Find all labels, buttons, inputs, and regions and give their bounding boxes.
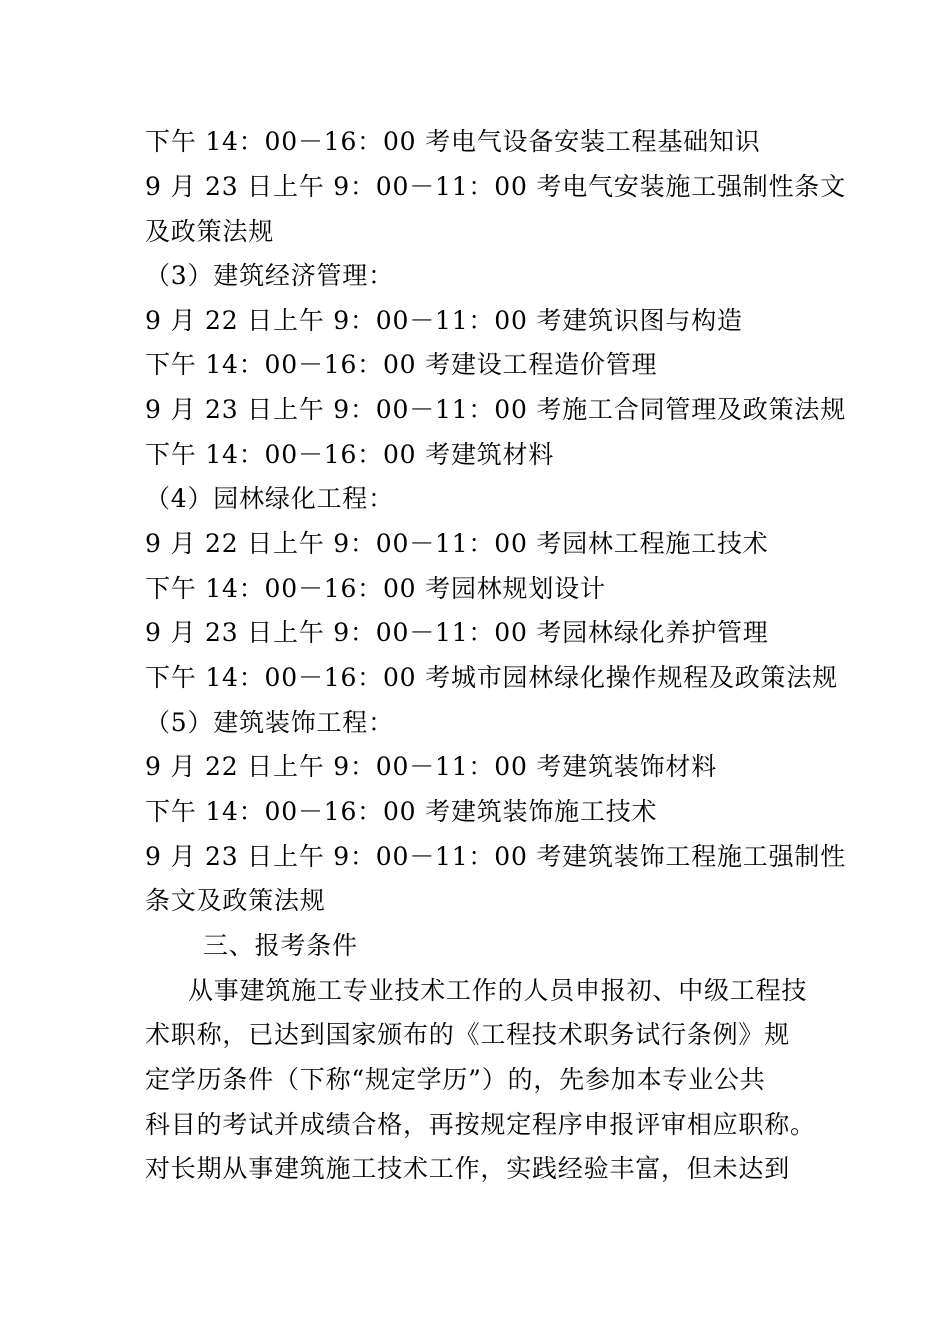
- schedule-line: 9 月 23 日上午 9：00－11：00 考电气安装施工强制性条文: [145, 172, 846, 201]
- paragraph-line: 科目的考试并成绩合格，再按规定程序申报评审相应职称。: [145, 1110, 816, 1139]
- schedule-line: 9 月 23 日上午 9：00－11：00 考建筑装饰工程施工强制性: [145, 842, 846, 871]
- schedule-line: 9 月 23 日上午 9：00－11：00 考施工合同管理及政策法规: [145, 395, 846, 424]
- schedule-line: 条文及政策法规: [145, 886, 326, 915]
- schedule-line: 9 月 22 日上午 9：00－11：00 考建筑识图与构造: [145, 306, 743, 335]
- schedule-line: 下午 14：00－16：00 考电气设备安装工程基础知识: [145, 127, 761, 156]
- schedule-line: 下午 14：00－16：00 考建设工程造价管理: [145, 350, 658, 379]
- schedule-line: 下午 14：00－16：00 考建筑装饰施工技术: [145, 797, 658, 826]
- section-heading: 三、报考条件: [203, 931, 358, 960]
- schedule-line: 下午 14：00－16：00 考城市园林绿化操作规程及政策法规: [145, 663, 838, 692]
- paragraph-line: 从事建筑施工专业技术工作的人员申报初、中级工程技: [188, 976, 808, 1005]
- paragraph-line: 术职称，已达到国家颁布的《工程技术职务试行条例》规: [145, 1020, 791, 1049]
- paragraph-line: 定学历条件（下称“规定学历”）的，先参加本专业公共: [145, 1065, 766, 1094]
- subsection-heading: （5）建筑装饰工程：: [145, 708, 394, 737]
- paragraph-line: 对长期从事建筑施工技术工作，实践经验丰富，但未达到: [145, 1154, 791, 1183]
- schedule-line: 及政策法规: [145, 217, 275, 246]
- schedule-line: 9 月 22 日上午 9：00－11：00 考园林工程施工技术: [145, 529, 769, 558]
- subsection-heading: （4）园林绿化工程：: [145, 484, 394, 513]
- schedule-line: 9 月 23 日上午 9：00－11：00 考园林绿化养护管理: [145, 618, 769, 647]
- subsection-heading: （3）建筑经济管理：: [145, 261, 394, 290]
- schedule-line: 下午 14：00－16：00 考建筑材料: [145, 440, 555, 469]
- schedule-line: 下午 14：00－16：00 考园林规划设计: [145, 574, 606, 603]
- schedule-line: 9 月 22 日上午 9：00－11：00 考建筑装饰材料: [145, 752, 717, 781]
